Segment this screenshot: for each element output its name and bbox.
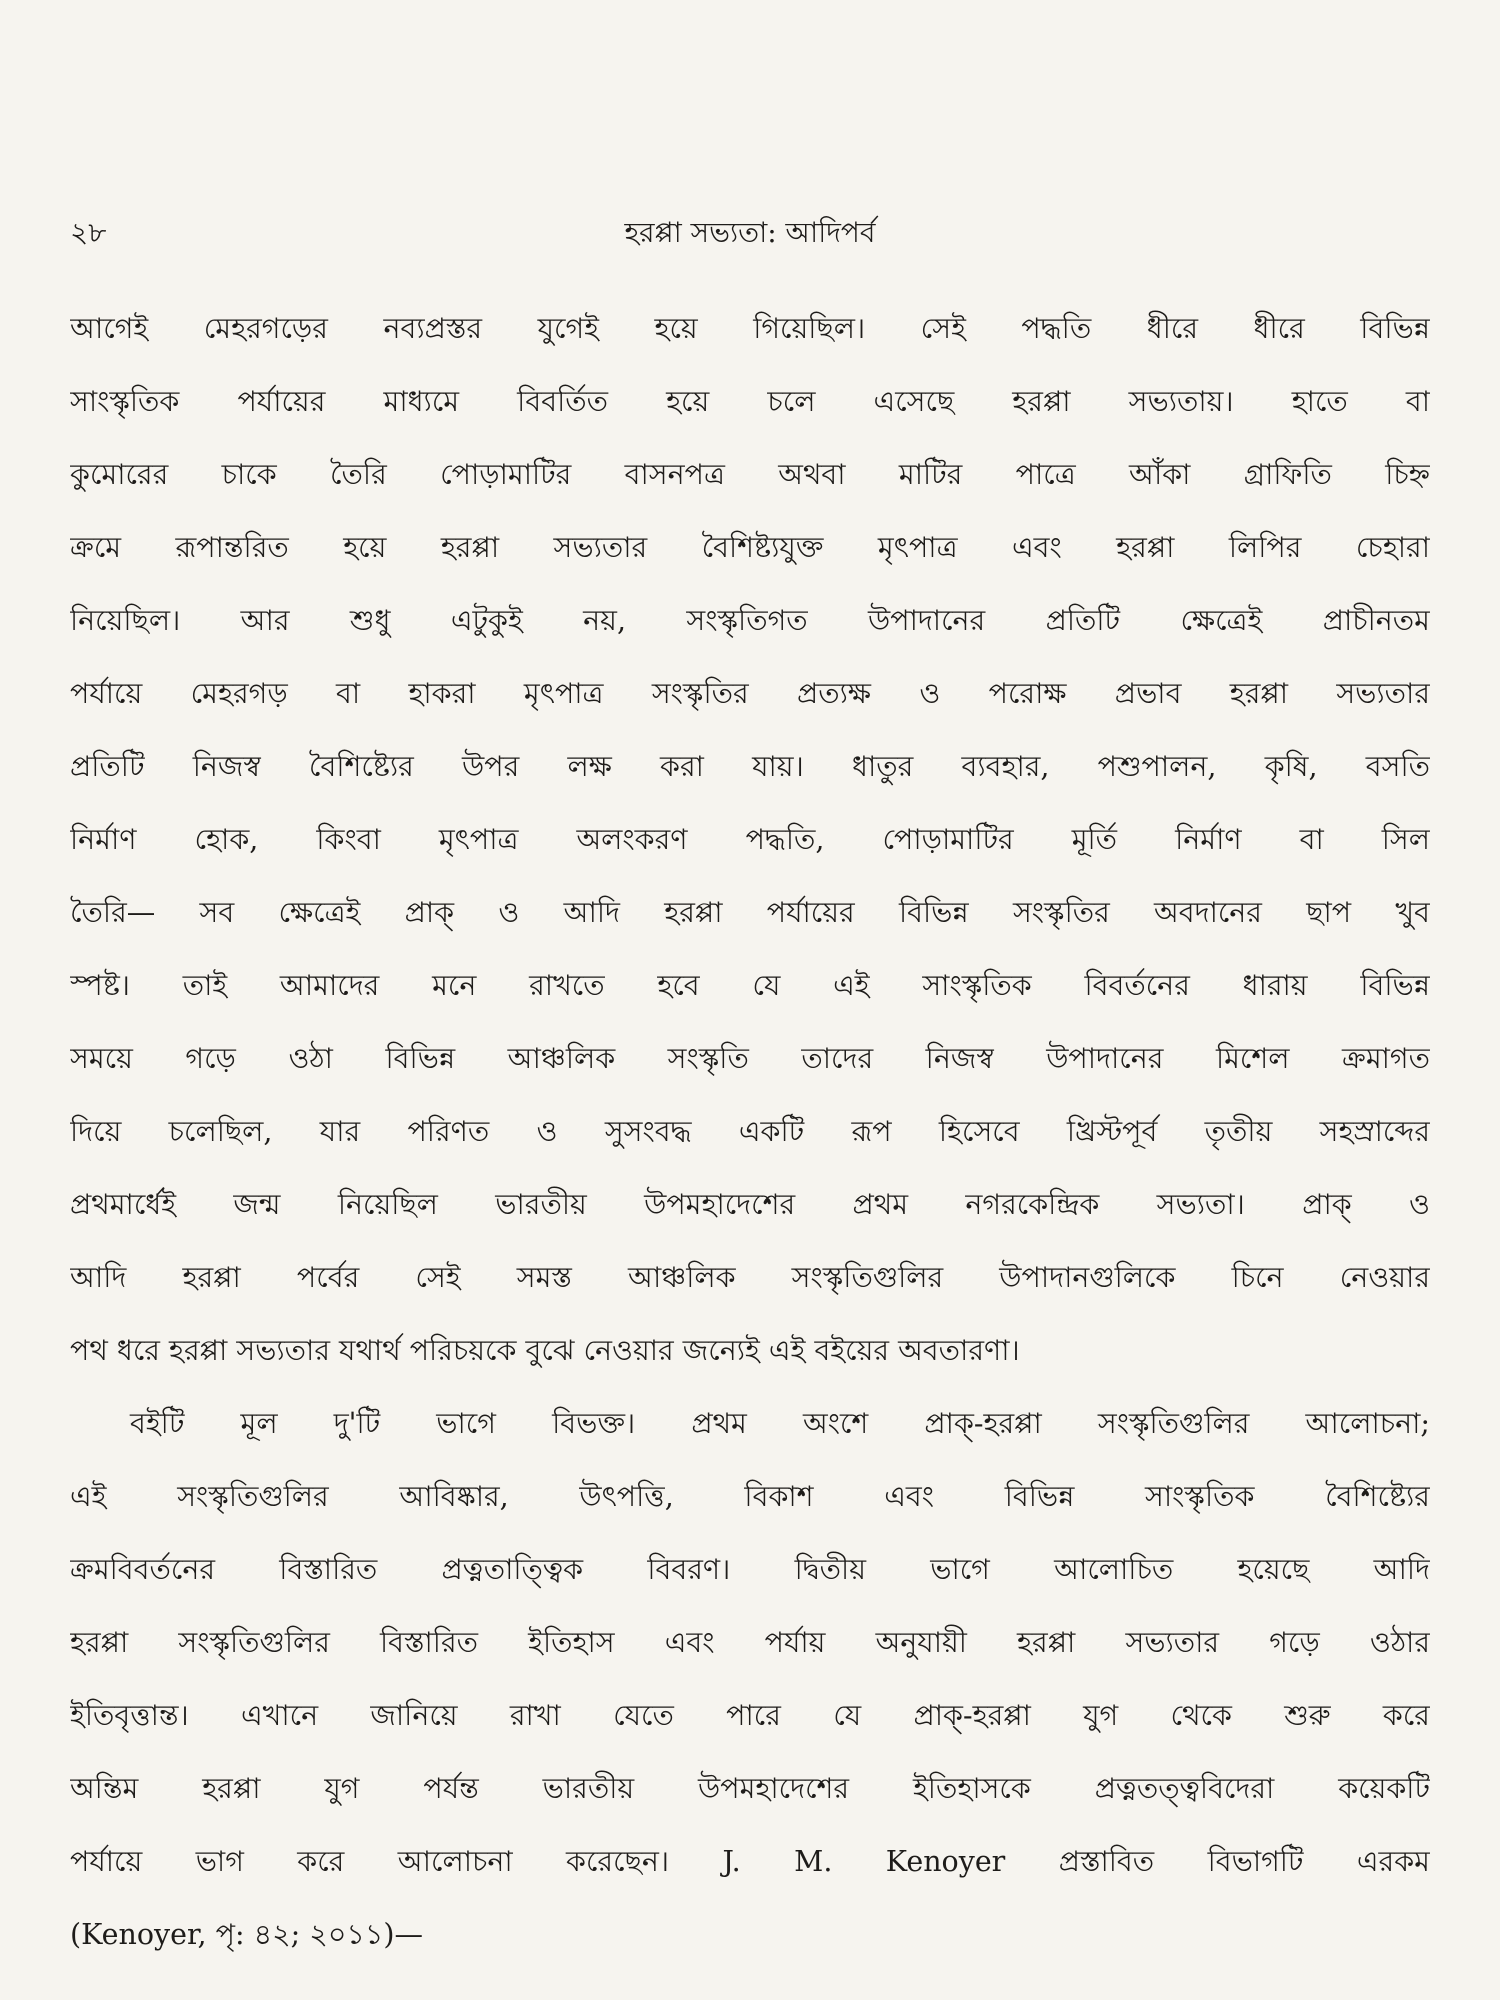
text-line: এই সংস্কৃতিগুলির আবিষ্কার, উৎপত্তি, বিকাশ এবং বিভিন্ন সাংস্কৃতিক বৈশিষ্ট্যের	[70, 1480, 1430, 1513]
text-line: হরপ্পা সংস্কৃতিগুলির বিস্তারিত ইতিহাস এবং পর্যায় অনুযায়ী হরপ্পা সভ্যতার গড়ে ওঠার	[70, 1626, 1430, 1659]
paragraph-2	[70, 1387, 1430, 1971]
text-line: আদি হরপ্পা পর্বের সেই সমস্ত আঞ্চলিক সংস্কৃতিগুলির উপাদানগুলিকে চিনে নেওয়ার	[70, 1261, 1430, 1294]
text-line: বইটি মূল দু'টি ভাগে বিভক্ত। প্রথম অংশে প্রাক্-হরপ্পা সংস্কৃতিগুলির আলোচনা;	[130, 1407, 1430, 1440]
text-line: পথ ধরে হরপ্পা সভ্যতার যথার্থ পরিচয়কে বুঝে নেওয়ার জন্যেই এই বইয়ের অবতারণা।	[70, 1334, 1020, 1367]
text-line: প্রতিটি নিজস্ব বৈশিষ্ট্যের উপর লক্ষ করা যায়। ধাতুর ব্যবহার, পশুপালন, কৃষি, বসতি	[70, 750, 1430, 783]
text-line: ইতিবৃত্তান্ত। এখানে জানিয়ে রাখা যেতে পারে যে প্রাক্-হরপ্পা যুগ থেকে শুরু করে	[70, 1699, 1430, 1732]
text-line: অন্তিম হরপ্পা যুগ পর্যন্ত ভারতীয় উপমহাদেশের ইতিহাসকে প্রত্নতত্ত্ববিদেরা কয়েকটি	[70, 1772, 1430, 1805]
text-line: প্রথমার্ধেই জন্ম নিয়েছিল ভারতীয় উপমহাদেশের প্রথম নগরকেন্দ্রিক সভ্যতা। প্রাক্ ও	[70, 1188, 1430, 1221]
text-line: আগেই মেহরগড়ের নব্যপ্রস্তর যুগেই হয়ে গিয়েছিল। সেই পদ্ধতি ধীরে ধীরে বিভিন্ন	[70, 312, 1430, 345]
text-line: তৈরি— সব ক্ষেত্রেই প্রাক্ ও আদি হরপ্পা পর্যায়ের বিভিন্ন সংস্কৃতির অবদানের ছাপ খুব	[70, 896, 1430, 929]
text-line: সময়ে গড়ে ওঠা বিভিন্ন আঞ্চলিক সংস্কৃতি তাদের নিজস্ব উপাদানের মিশেল ক্রমাগত	[70, 1042, 1430, 1075]
paragraph-1	[70, 292, 1430, 1387]
running-head	[70, 208, 1430, 258]
running-title: হরপ্পা সভ্যতা: আদিপর্ব	[624, 216, 876, 249]
page-number: ২৮	[70, 216, 107, 249]
text-line: নিয়েছিল। আর শুধু এটুকুই নয়, সংস্কৃতিগত উপাদানের প্রতিটি ক্ষেত্রেই প্রাচীনতম	[70, 604, 1430, 637]
text-line: দিয়ে চলেছিল, যার পরিণত ও সুসংবদ্ধ একটি রূপ হিসেবে খ্রিস্টপূর্ব তৃতীয় সহস্রাব্দের	[70, 1115, 1430, 1148]
text-line: স্পষ্ট। তাই আমাদের মনে রাখতে হবে যে এই সাংস্কৃতিক বিবর্তনের ধারায় বিভিন্ন	[70, 969, 1430, 1002]
text-line: ক্রমে রূপান্তরিত হয়ে হরপ্পা সভ্যতার বৈশিষ্ট্যযুক্ত মৃৎপাত্র এবং হরপ্পা লিপির চেহারা	[70, 531, 1430, 564]
text-line: কুমোরের চাকে তৈরি পোড়ামাটির বাসনপত্র অথবা মাটির পাত্রে আঁকা গ্রাফিতি চিহ্ন	[70, 458, 1430, 491]
text-line: পর্যায়ে মেহরগড় বা হাকরা মৃৎপাত্র সংস্কৃতির প্রত্যক্ষ ও পরোক্ষ প্রভাব হরপ্পা সভ্যতার	[70, 677, 1430, 710]
text-line: সাংস্কৃতিক পর্যায়ের মাধ্যমে বিবর্তিত হয়ে চলে এসেছে হরপ্পা সভ্যতায়। হাতে বা	[70, 385, 1430, 418]
text-line: ক্রমবিবর্তনের বিস্তারিত প্রত্নতাত্ত্বিক বিবরণ। দ্বিতীয় ভাগে আলোচিত হয়েছে আদি	[70, 1553, 1430, 1586]
text-line: নির্মাণ হোক, কিংবা মৃৎপাত্র অলংকরণ পদ্ধতি, পোড়ামাটির মূর্তি নির্মাণ বা সিল	[70, 823, 1430, 856]
body-text	[70, 292, 1430, 1971]
text-line: (Kenoyer, পৃ: ৪২; ২০১১)—	[70, 1918, 423, 1951]
text-line: পর্যায়ে ভাগ করে আলোচনা করেছেন। J. M. Kenoyer প্রস্তাবিত বিভাগটি এরকম	[70, 1845, 1430, 1878]
